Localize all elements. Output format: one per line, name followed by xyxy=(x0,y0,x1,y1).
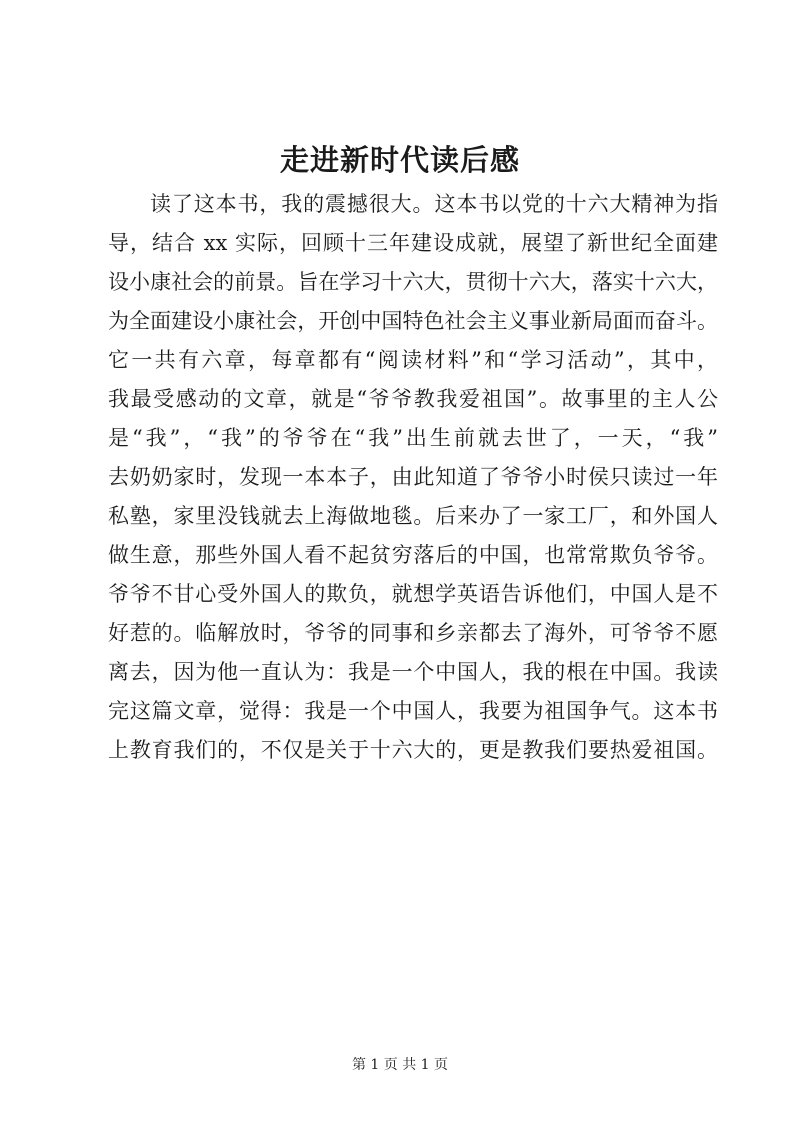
body-line: 是“我”，“我”的爷爷在“我”出生前就去世了，一天，“我” xyxy=(108,426,718,450)
body-line: 私塾，家里没钱就去上海做地毯。后来办了一家工厂，和外国人 xyxy=(108,504,718,528)
body-line: 完这篇文章，觉得：我是一个中国人，我要为祖国争气。这本书 xyxy=(108,699,718,723)
document-title: 走进新时代读后感 xyxy=(279,143,520,177)
body-line: 离去，因为他一直认为：我是一个中国人，我的根在中国。我读 xyxy=(108,660,718,684)
body-line: 爷爷不甘心受外国人的欺负，就想学英语告诉他们，中国人是不 xyxy=(108,582,718,606)
body-line: 读了这本书，我的震撼很大。这本书以党的十六大精神为指 xyxy=(150,192,718,216)
body-line: 我最受感动的文章，就是“爷爷教我爱祖国”。故事里的主人公 xyxy=(108,387,718,411)
body-line: 做生意，那些外国人看不起贫穷落后的中国，也常常欺负爷爷。 xyxy=(108,543,718,567)
body-line: 为全面建设小康社会，开创中国特色社会主义事业新局面而奋斗。 xyxy=(108,309,718,333)
body-line: 上教育我们的，不仅是关于十六大的，更是教我们要热爱祖国。 xyxy=(108,738,718,762)
body-line: 去奶奶家时，发现一本本子，由此知道了爷爷小时侯只读过一年 xyxy=(108,465,718,489)
page-number-footer: 第 1 页 共 1 页 xyxy=(351,1057,449,1073)
body-line: 它一共有六章，每章都有“阅读材料”和“学习活动”，其中， xyxy=(108,348,718,372)
body-line: 设小康社会的前景。旨在学习十六大，贯彻十六大，落实十六大， xyxy=(108,270,718,294)
body-line: 导，结合 xx 实际，回顾十三年建设成就，展望了新世纪全面建 xyxy=(108,231,718,255)
body-line: 好惹的。临解放时，爷爷的同事和乡亲都去了海外，可爷爷不愿 xyxy=(108,621,718,645)
document-body xyxy=(108,185,718,770)
